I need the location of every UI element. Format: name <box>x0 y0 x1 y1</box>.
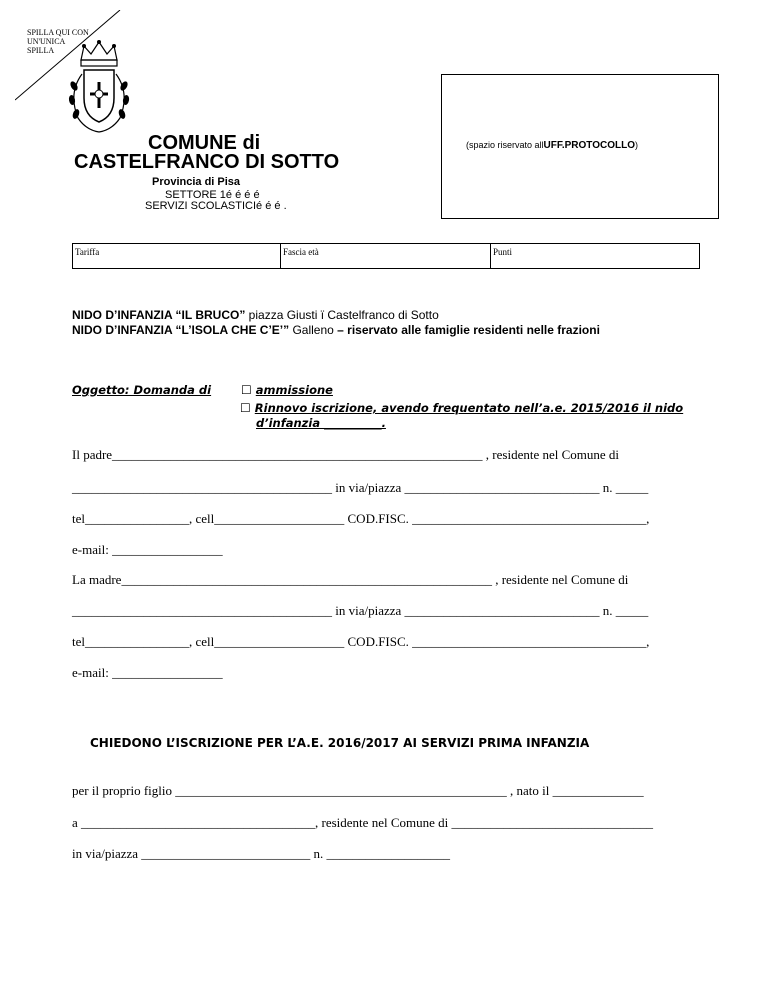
tariffa-cell: Tariffa <box>73 244 281 268</box>
checkbox-ammissione[interactable]: ☐ <box>241 383 252 397</box>
figlio-address-field[interactable]: in via/piazza __________________________ n. ___________________ <box>72 846 451 861</box>
figlio-birthplace-field[interactable]: a ____________________________________, residente nel Comune di _______________________________ <box>72 815 653 830</box>
checkbox-rinnovo[interactable]: ☐ <box>240 401 251 415</box>
figlio-name-field[interactable]: per il proprio figlio ___________________________________________________ , nato il ______________ <box>72 783 644 798</box>
fascia-eta-cell: Fascia età <box>281 244 491 268</box>
comune-name: CASTELFRANCO DI SOTTO <box>74 151 340 173</box>
request-heading: CHIEDONO L’ISCRIZIONE PER L’A.E. 2016/2017 AI SERVIZI PRIMA INFANZIA <box>90 736 590 750</box>
padre-contact-field[interactable]: tel________________, cell____________________ COD.FISC. ____________________________________, <box>72 511 650 526</box>
madre-contact-field[interactable]: tel________________, cell____________________ COD.FISC. ____________________________________, <box>72 634 650 649</box>
tariff-table <box>72 243 700 269</box>
option-rinnovo-label-2: d’infanzia __________. <box>256 416 386 430</box>
madre-email-field[interactable]: e-mail: _________________ <box>72 665 223 680</box>
comune-title: COMUNE di <box>148 132 261 154</box>
madre-address-field[interactable]: ________________________________________ in via/piazza ______________________________ n. _____ <box>72 603 649 618</box>
staple-note: SPILLA QUI CON UN'UNICA SPILLA <box>27 28 89 55</box>
option-rinnovo-label: Rinnovo iscrizione, avendo frequentato nell’a.e. 2015/2016 il nido <box>254 401 684 415</box>
servizi: SERVIZI SCOLASTICIé é é . <box>145 200 287 212</box>
padre-email-field[interactable]: e-mail: _________________ <box>72 542 223 557</box>
protocol-label: (spazio riservato allUFF.PROTOCOLLO) <box>466 140 639 151</box>
oggetto-label: Oggetto: Domanda di <box>72 383 212 397</box>
option-ammissione[interactable] <box>241 381 333 399</box>
punti-cell: Punti <box>493 247 513 257</box>
nido-il-bruco: NIDO D’INFANZIA “IL BRUCO” piazza Giusti ï Castelfranco di Sotto <box>72 308 439 322</box>
padre-name-field[interactable]: Il padre_________________________________________________________ , residente nel Comune di <box>72 447 620 462</box>
padre-address-field[interactable]: ________________________________________ in via/piazza ______________________________ n. _____ <box>72 480 649 495</box>
provincia: Provincia di Pisa <box>152 176 241 188</box>
nido-isola: NIDO D’INFANZIA “L’ISOLA CHE C’E’” Galleno – riservato alle famiglie residenti nelle frazioni <box>72 323 600 337</box>
madre-name-field[interactable]: La madre_________________________________________________________ , residente nel Comune di <box>72 572 629 587</box>
settore: SETTORE 1é é é é <box>165 189 260 201</box>
option-rinnovo[interactable] <box>240 399 683 417</box>
option-ammissione-label: ammissione <box>255 383 333 397</box>
municipal-crest-icon <box>64 38 134 138</box>
